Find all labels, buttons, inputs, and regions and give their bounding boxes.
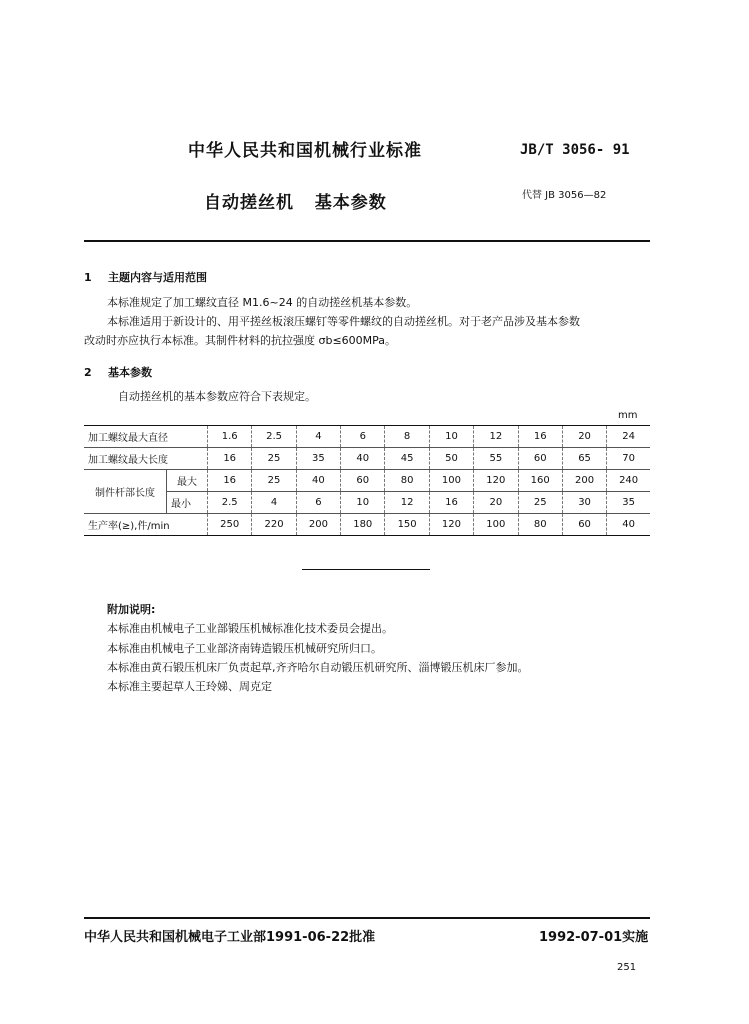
approval-statement: 中华人民共和国机械电子工业部1991-06-22批准 (84, 930, 376, 945)
section-1-heading (84, 269, 207, 285)
table-row (84, 514, 650, 536)
table-cell: 40 (296, 470, 340, 492)
standard-code: JB/T 3056- 91 (520, 142, 630, 158)
table-row (84, 426, 650, 448)
table-cell: 2.5 (252, 426, 296, 448)
section-2-number: 2 (84, 366, 92, 379)
table-cell: 6 (341, 426, 385, 448)
table-cell: 60 (341, 470, 385, 492)
document-title: 自动搓丝机 基本参数 (204, 193, 387, 213)
table-cell: 80 (518, 514, 562, 536)
footer-rule (84, 917, 650, 919)
table-cell: 16 (208, 470, 252, 492)
parameters-table (84, 425, 650, 536)
issuing-body-title: 中华人民共和国机械行业标准 (188, 141, 422, 161)
table-cell: 2.5 (208, 492, 252, 514)
row-label-max-length: 加工螺纹最大长度 (84, 448, 208, 470)
sublabel-max: 最大 (167, 470, 208, 492)
section-1-para-2-line-1: 本标准适用于新设计的、用平搓丝板滚压螺钉等零件螺纹的自动搓丝机。对于老产品涉及基本参数 (107, 315, 580, 328)
table-cell: 8 (385, 426, 429, 448)
table-cell: 100 (429, 470, 473, 492)
table-cell: 24 (607, 426, 650, 448)
table-cell: 200 (562, 470, 606, 492)
table-cell: 12 (385, 492, 429, 514)
note-line-3: 本标准由黄石锻压机床厂负责起草,齐齐哈尔自动锻压机研究所、淄博锻压机床厂参加。 (107, 661, 529, 674)
table-cell: 160 (518, 470, 562, 492)
section-2-title: 基本参数 (108, 366, 152, 379)
table-cell: 12 (474, 426, 518, 448)
table-cell: 40 (607, 514, 650, 536)
table-cell: 65 (562, 448, 606, 470)
table-cell: 20 (474, 492, 518, 514)
table-cell: 150 (385, 514, 429, 536)
table-cell: 16 (429, 492, 473, 514)
table-cell: 200 (296, 514, 340, 536)
table-cell: 70 (607, 448, 650, 470)
note-line-4: 本标准主要起草人王玲娣、周克定 (107, 680, 272, 693)
table-units: mm (618, 410, 638, 421)
table-cell: 25 (252, 448, 296, 470)
table-cell: 55 (474, 448, 518, 470)
table-cell: 60 (562, 514, 606, 536)
table-cell: 45 (385, 448, 429, 470)
table-cell: 20 (562, 426, 606, 448)
note-line-1: 本标准由机械电子工业部锻压机械标准化技术委员会提出。 (107, 622, 393, 635)
table-cell: 120 (474, 470, 518, 492)
table-cell: 4 (252, 492, 296, 514)
note-line-2: 本标准由机械电子工业部济南铸造锻压机械研究所归口。 (107, 642, 382, 655)
table-cell: 60 (518, 448, 562, 470)
table-cell: 250 (208, 514, 252, 536)
row-label-productivity: 生产率(≥),件/min (84, 514, 208, 536)
section-1-title: 主题内容与适用范围 (108, 271, 207, 284)
sublabel-min: 最小 (167, 492, 208, 514)
table-cell: 4 (296, 426, 340, 448)
row-label-max-diameter: 加工螺纹最大直径 (84, 426, 208, 448)
section-2-para: 自动搓丝机的基本参数应符合下表规定。 (118, 390, 316, 403)
table-cell: 80 (385, 470, 429, 492)
table-cell: 180 (341, 514, 385, 536)
table-cell: 100 (474, 514, 518, 536)
table-cell: 50 (429, 448, 473, 470)
table-cell: 35 (296, 448, 340, 470)
table-cell: 1.6 (208, 426, 252, 448)
table-cell: 16 (518, 426, 562, 448)
header-rule (84, 240, 650, 242)
table-cell: 30 (562, 492, 606, 514)
section-1-para-1: 本标准规定了加工螺纹直径 M1.6~24 的自动搓丝机基本参数。 (107, 296, 418, 309)
table-cell: 40 (341, 448, 385, 470)
table-cell: 240 (607, 470, 650, 492)
table-cell: 120 (429, 514, 473, 536)
table-row (84, 448, 650, 470)
section-1-para-2-line-2: 改动时亦应执行本标准。其制件材料的抗拉强度 σb≤600MPa。 (84, 334, 397, 347)
table-cell: 10 (429, 426, 473, 448)
table-cell: 220 (252, 514, 296, 536)
table-cell: 16 (208, 448, 252, 470)
replaces-standard: 代替 JB 3056—82 (522, 190, 607, 201)
table-row (84, 470, 650, 492)
table-cell: 25 (518, 492, 562, 514)
notes-title: 附加说明: (107, 603, 156, 616)
page-number: 251 (617, 962, 637, 973)
implementation-date: 1992-07-01实施 (539, 930, 649, 945)
section-1-number: 1 (84, 271, 92, 284)
table-cell: 6 (296, 492, 340, 514)
table-cell: 35 (607, 492, 650, 514)
row-label-shank-length: 制件杆部长度 (84, 470, 167, 514)
table-cell: 10 (341, 492, 385, 514)
section-2-heading (84, 364, 152, 380)
table-cell: 25 (252, 470, 296, 492)
table-row (84, 492, 650, 514)
section-divider (302, 569, 430, 570)
